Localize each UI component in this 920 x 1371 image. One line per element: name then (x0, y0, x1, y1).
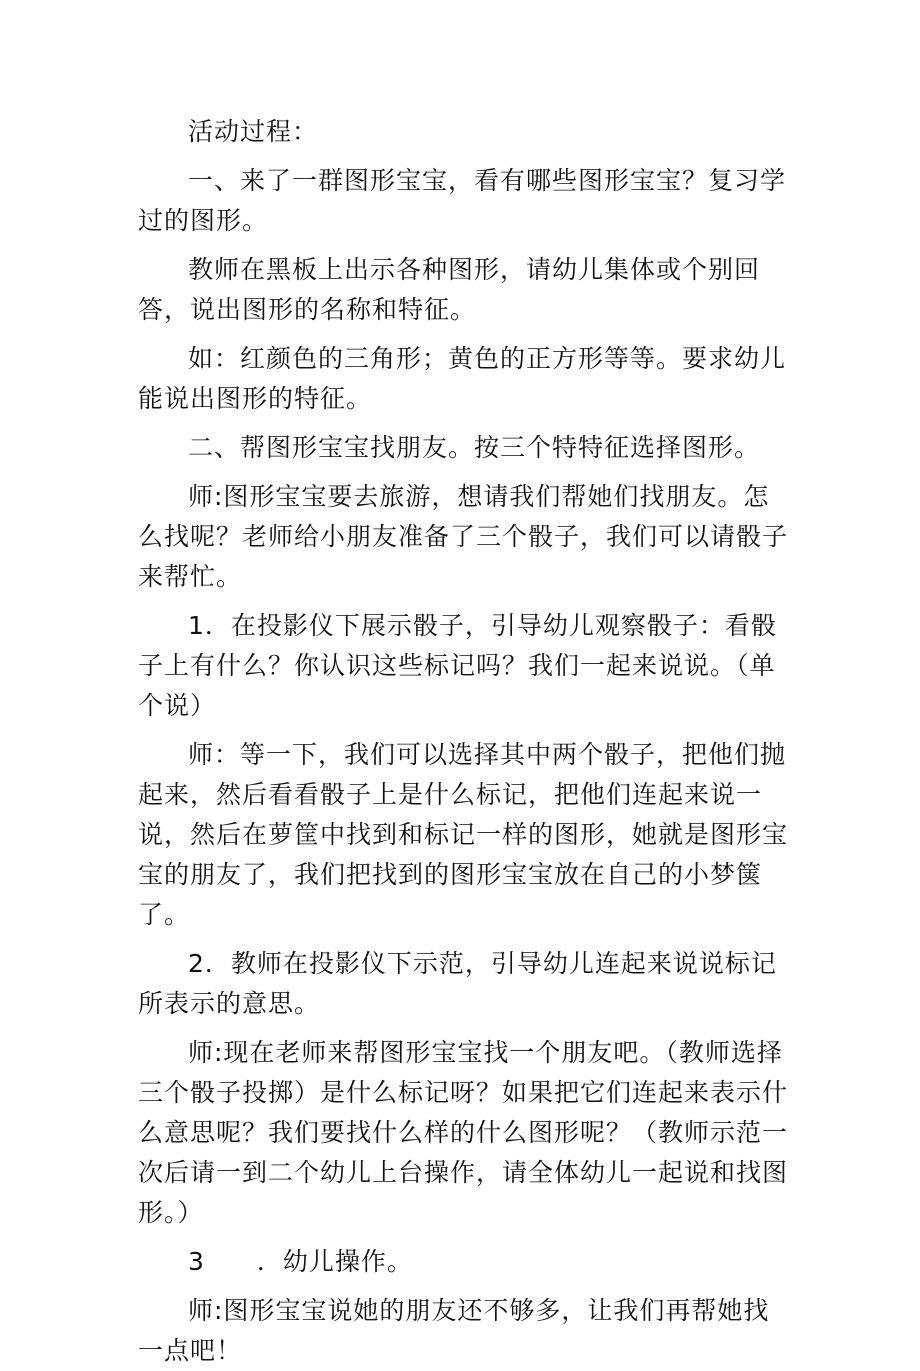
paragraph-teacher-travel: 师:图形宝宝要去旅游，想请我们帮她们找朋友。怎么找呢？老师给小朋友准备了三个骰子，我们可以请骰子来帮忙。 (138, 482, 789, 591)
document-body (138, 112, 788, 1371)
paragraph-step-two: 二、帮图形宝宝找朋友。按三个特特征选择图形。 (188, 433, 761, 462)
paragraph-teacher-shows-shapes: 教师在黑板上出示各种图形，请幼儿集体或个别回答，说出图形的名称和特征。 (138, 255, 761, 324)
paragraph-example: 如：红颜色的三角形；黄色的正方形等等。要求幼儿能说出图形的特征。 (138, 344, 787, 413)
paragraph-teacher-more-friends: 师:图形宝宝说她的朋友还不够多，让我们再帮她找一点吧！ (138, 1296, 770, 1365)
paragraph-teacher-wait: 师：等一下，我们可以选择其中两个骰子，把他们抛起来，然后看看骰子上是什么标记，把他们连起来说一说，然后在萝筐中找到和标记一样的图形，她就是图形宝宝的朋友了，我们把找到的图形宝宝放在自己的小梦箧了。 (138, 740, 789, 929)
paragraph-heading-activity-process: 活动过程： (188, 117, 319, 146)
paragraph-substep-2: 2．教师在投影仪下示范，引导幼儿连起来说说标记所表示的意思。 (138, 949, 777, 1018)
paragraph-teacher-demo: 师:现在老师来帮图形宝宝找一个朋友吧。（教师选择三个骰子投掷）是什么标记呀？如果把它们连起来表示什么意思呢？我们要找什么样的什么图形呢？（教师示范一次后请一到二个幼儿上台操作，请全体幼儿一起说和找图形。） (138, 1038, 789, 1227)
paragraph-step-one: 一、来了一群图形宝宝，看有哪些图形宝宝？复习学过的图形。 (138, 166, 787, 235)
paragraph-substep-1: 1．在投影仪下展示骰子，引导幼儿观察骰子：看骰子上有什么？你认识这些标记吗？我们一起来说说。（单个说） (138, 611, 777, 720)
paragraph-substep-3: 3 ．幼儿操作。 (188, 1247, 413, 1276)
